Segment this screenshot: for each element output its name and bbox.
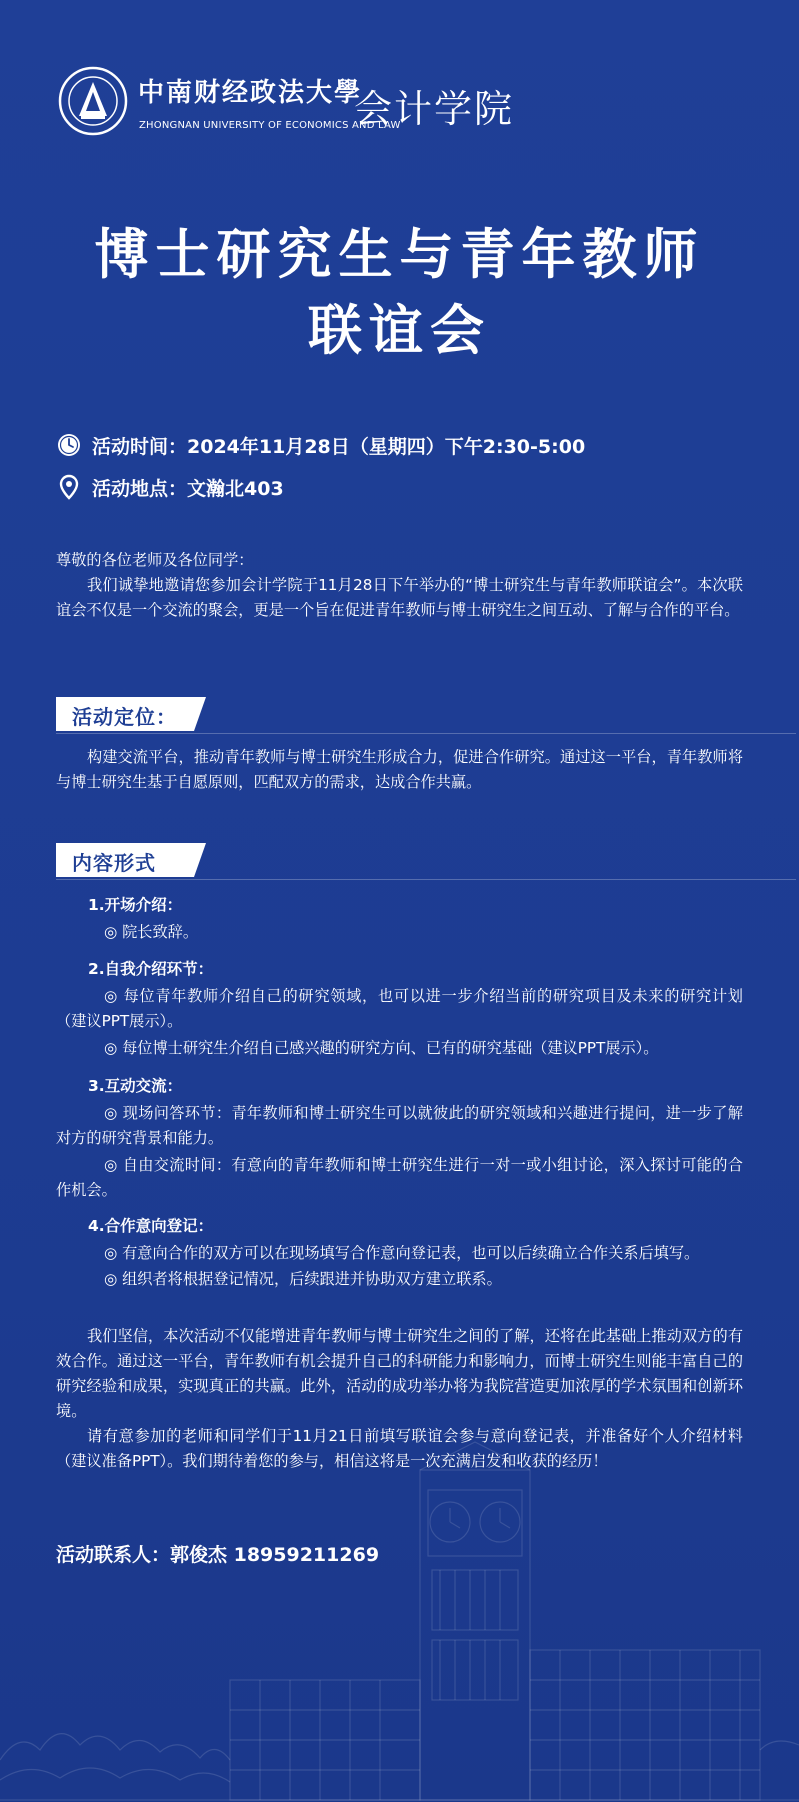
content-item: ◎ 现场问答环节：青年教师和博士研究生可以就彼此的研究领域和兴趣进行提问，进一步了解对方的研究背景和能力。	[56, 1104, 743, 1147]
content-item: ◎ 每位博士研究生介绍自己感兴趣的研究方向、已有的研究基础（建议PPT展示）。	[104, 1039, 659, 1057]
heading-underline	[56, 879, 796, 880]
event-place-text: 活动地点：文瀚北403	[92, 478, 284, 500]
content-item: ◎ 组织者将根据登记情况，后续跟进并协助双方建立联系。	[104, 1270, 502, 1288]
university-name-cn: 中南财经政法大學	[138, 78, 363, 108]
university-name-en: ZHONGNAN UNIVERSITY OF ECONOMICS AND LAW	[139, 120, 401, 131]
content-item: ◎ 自由交流时间：有意向的青年教师和博士研究生进行一对一或小组讨论，深入探讨可能的合作机会。	[56, 1156, 743, 1199]
contact-person: 活动联系人：郭俊杰 18959211269	[56, 1544, 380, 1566]
event-title-line2: 联谊会	[308, 299, 491, 362]
content-item: ◎ 院长致辞。	[104, 923, 199, 941]
header	[58, 66, 758, 146]
location-pin-icon	[56, 474, 82, 500]
section-heading-label: 内容形式	[72, 851, 156, 875]
event-title-line1: 博士研究生与青年教师	[94, 223, 705, 286]
event-time	[56, 430, 756, 460]
section-heading-label: 活动定位：	[72, 705, 177, 729]
content-section-title: 1.开场介绍：	[88, 896, 183, 914]
event-place	[56, 472, 756, 502]
content-section-title: 2.自我介绍环节：	[88, 960, 214, 978]
building-lineart-illustration	[0, 1440, 799, 1802]
content-section-title: 3.互动交流：	[88, 1077, 183, 1095]
content-item: ◎ 每位青年教师介绍自己的研究领域，也可以进一步介绍当前的研究项目及未来的研究计划（建议PPT展示）。	[56, 987, 743, 1030]
university-seal-logo	[58, 66, 128, 136]
closing-paragraph-1: 我们坚信，本次活动不仅能增进青年教师与博士研究生之间的了解，还将在此基础上推动双方的有效合作。通过这一平台，青年教师有机会提升自己的科研能力和影响力，而博士研究生则能丰富自己的研究经验和成果，实现真正的共赢。此外，活动的成功举办将为我院营造更加浓厚的学术氛围和创新环境。	[56, 1327, 743, 1420]
intro-greeting: 尊敬的各位老师及各位同学：	[56, 551, 254, 569]
closing-paragraph-2: 请有意参加的老师和同学们于11月21日前填写联谊会参与意向登记表，并准备好个人介绍材料（建议准备PPT）。我们期待着您的参与，相信这将是一次充满启发和收获的经历！	[56, 1427, 743, 1470]
section-heading-positioning	[56, 697, 206, 733]
content-item: ◎ 有意向合作的双方可以在现场填写合作意向登记表，也可以后续确立合作关系后填写。	[104, 1244, 700, 1262]
clock-icon	[56, 432, 82, 458]
school-name: 会计学院	[354, 87, 515, 131]
positioning-body: 构建交流平台，推动青年教师与博士研究生形成合力，促进合作研究。通过这一平台，青年教师将与博士研究生基于自愿原则，匹配双方的需求，达成合作共赢。	[56, 748, 743, 791]
event-time-text: 活动时间：2024年11月28日（星期四）下午2:30-5:00	[92, 436, 586, 458]
heading-underline	[56, 733, 796, 734]
intro-body: 我们诚挚地邀请您参加会计学院于11月28日下午举办的“博士研究生与青年教师联谊会”。本次联谊会不仅是一个交流的聚会，更是一个旨在促进青年教师与博士研究生之间互动、了解与合作的平台。	[56, 576, 743, 619]
content-section-title: 4.合作意向登记：	[88, 1217, 214, 1235]
section-heading-content	[56, 843, 206, 879]
